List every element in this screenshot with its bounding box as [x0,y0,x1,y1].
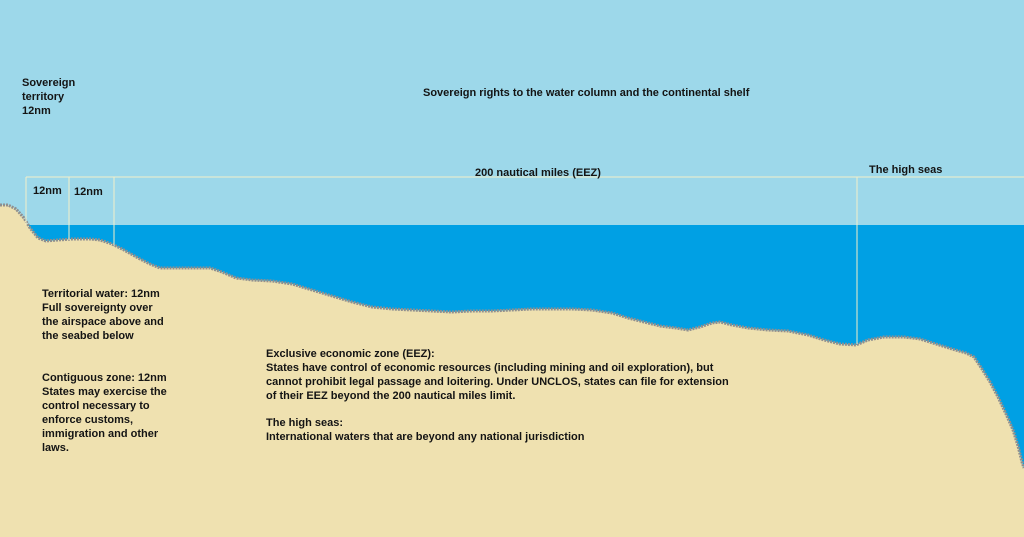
sovereign-rights-label: Sovereign rights to the water column and the continental shelf [423,87,750,99]
contiguous-12nm-label: 12nm [74,186,103,198]
territorial-12nm-label: 12nm [33,185,62,197]
eez-200nm-label: 200 nautical miles (EEZ) [475,167,601,179]
high-seas-description: The high seas: International waters that are beyond any national jurisdiction [266,417,585,443]
high-seas-top-label: The high seas [869,164,943,176]
territorial-water-description: Territorial water: 12nm Full sovereignty over the airspace above and the seabed below [42,288,164,342]
sovereign-territory-label: Sovereign territory 12nm [22,77,76,117]
contiguous-zone-description: Contiguous zone: 12nm States may exercise the control necessary to enforce customs, immigration and other laws. [42,372,167,454]
eez-description: Exclusive economic zone (EEZ): States have control of economic resources (including mining and oil exploration), but cannot prohibit legal passage and loitering. Under UNCLOS, states can file for extension of their EEZ beyond the 200 nautical miles limit. [266,348,729,402]
